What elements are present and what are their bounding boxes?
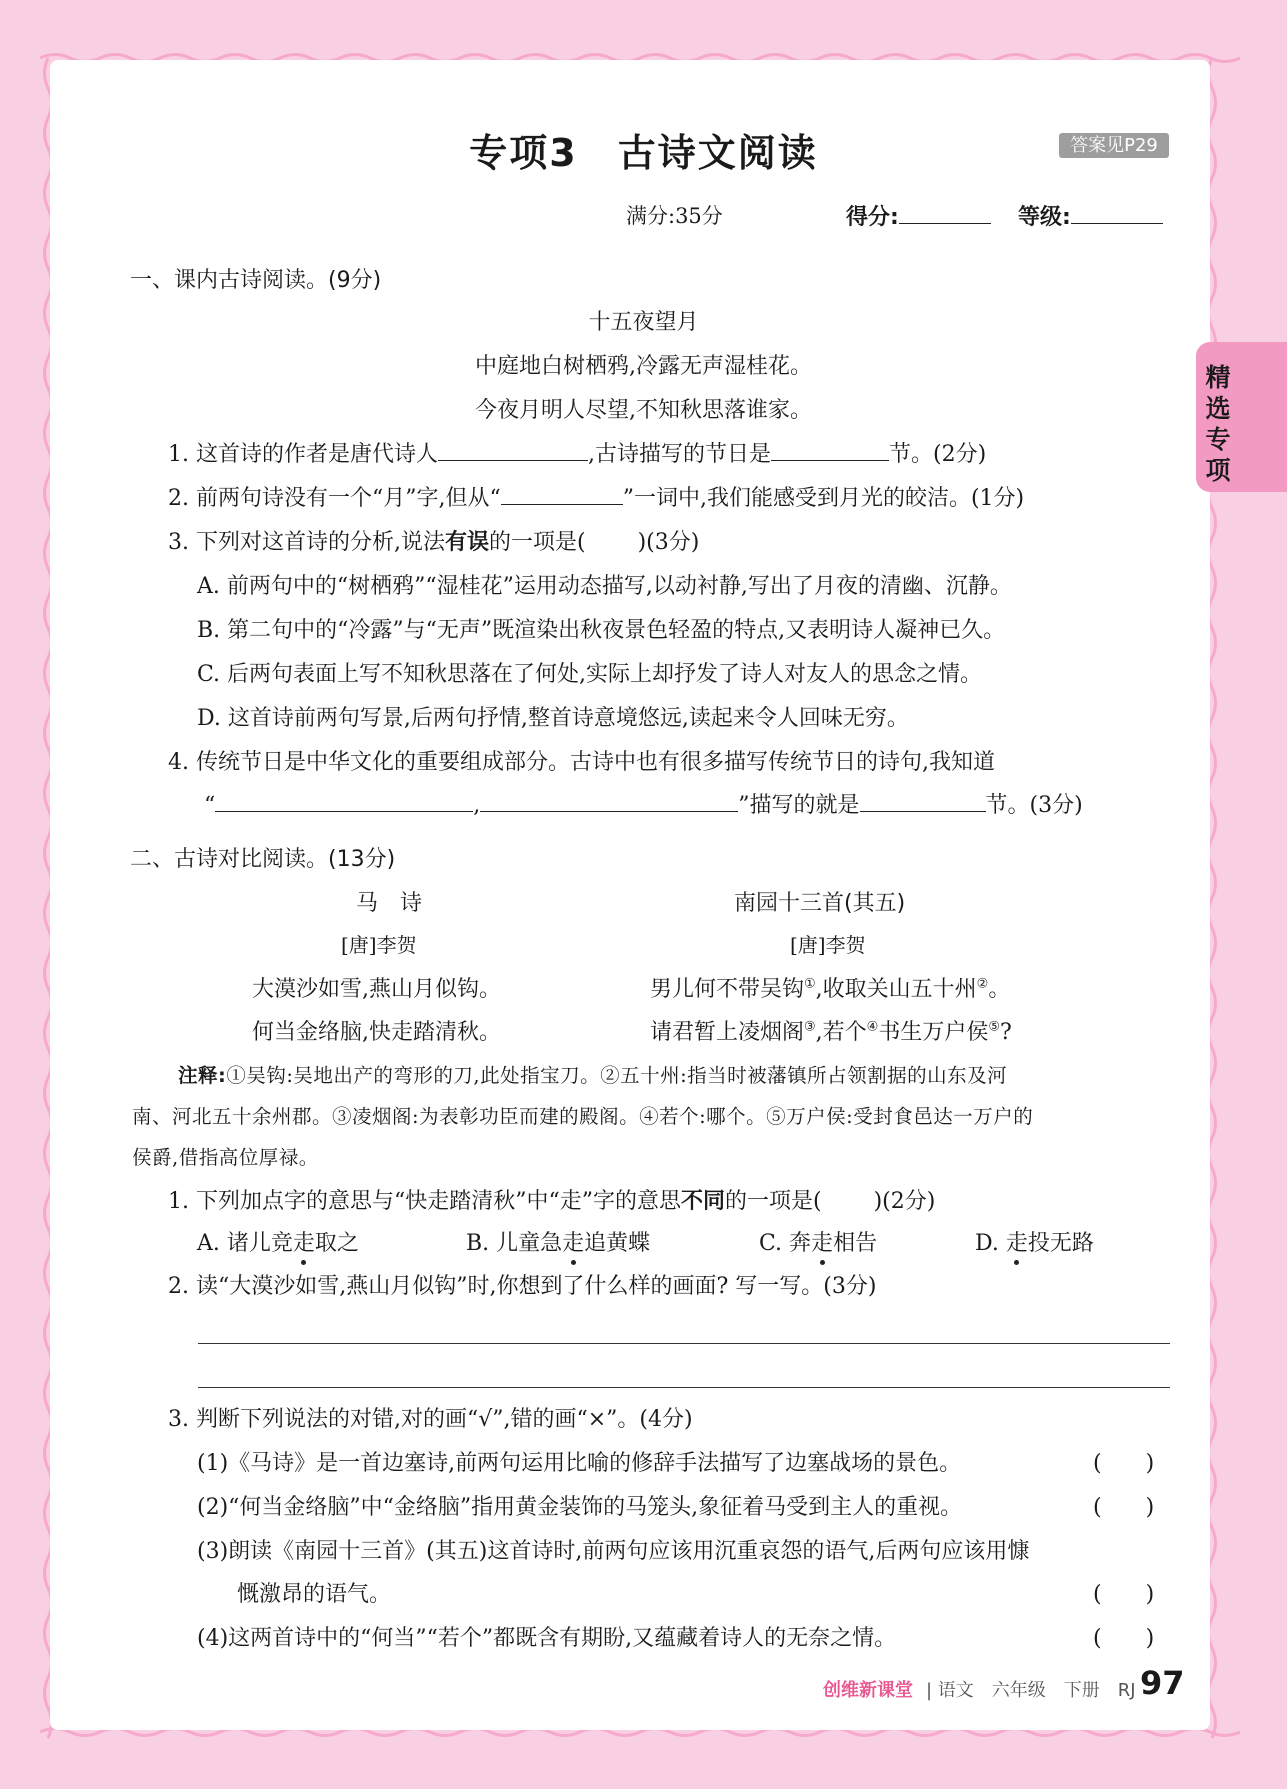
full-score-label: 满分:35分	[626, 204, 723, 228]
poem-text: 男儿何不带吴钩	[650, 977, 805, 1002]
s2-option-c	[759, 1226, 877, 1257]
annotation-line	[178, 1060, 1007, 1088]
option-text: C. 奔	[759, 1231, 812, 1256]
answer-blank[interactable]	[215, 789, 473, 812]
question-text: 节。(3分)	[985, 793, 1083, 818]
poem-text: ,若个	[815, 1020, 867, 1045]
judge-item-4: (4)这两首诗中的“何当”“若个”都既含有期盼,又蕴藏着诗人的无奈之情。	[197, 1626, 897, 1651]
poem-line	[650, 1015, 1012, 1046]
option-c: C. 后两句表面上写不知秋思落在了何处,实际上却抒发了诗人对友人的思念之情。	[197, 662, 983, 687]
judge-item-1: (1)《马诗》是一首边塞诗,前两句运用比喻的修辞手法描写了边塞战场的景色。	[197, 1451, 962, 1476]
option-text: B. 儿童急	[466, 1231, 563, 1256]
s1-question-1	[168, 437, 986, 468]
poem-title-nanyuan: 南园十三首(其五)	[734, 891, 906, 916]
annotation-line: 南、河北五十余州郡。③凌烟阁:为表彰功臣而建的殿阁。④若个:哪个。⑤万户侯:受封食邑达一万户的	[132, 1105, 1034, 1128]
poem-text: 。	[988, 977, 1011, 1002]
s1-question-3	[168, 525, 699, 556]
dotted-char: 走	[1005, 1231, 1028, 1256]
annotation-line: 侯爵,借指高位厚禄。	[132, 1146, 319, 1169]
s1-question-2	[168, 481, 1024, 512]
judge-item-2: (2)“何当金络脑”中“金络脑”指用黄金装饰的马笼头,象征着马受到主人的重视。	[197, 1495, 963, 1520]
answer-blank[interactable]	[480, 789, 738, 812]
poem-line: 何当金络脑,快走踏清秋。	[252, 1020, 501, 1045]
option-a: A. 前两句中的“树栖鸦”“湿桂花”运用动态描写,以动衬静,写出了月夜的清幽、沉静。	[197, 574, 1012, 599]
score-blank[interactable]	[899, 201, 991, 224]
s2-option-d	[975, 1226, 1094, 1257]
annotation-label: 注释:	[178, 1064, 227, 1087]
poem-author: [唐]李贺	[341, 933, 417, 957]
score-label: 得分:	[846, 205, 899, 230]
dotted-char: 走	[292, 1231, 315, 1256]
writing-line[interactable]	[198, 1343, 1170, 1344]
option-d: D. 这首诗前两句写景,后两句抒情,整首诗意境悠远,读起来令人回味无穷。	[197, 706, 909, 731]
s2-option-b	[466, 1226, 650, 1257]
grade-label: 等级:	[1018, 205, 1071, 230]
judge-paren[interactable]: ( )	[1093, 1451, 1155, 1476]
answer-blank[interactable]	[860, 789, 986, 812]
judge-paren[interactable]: ( )	[1093, 1582, 1155, 1607]
footer-info: | 语文 六年级 下册 RJ	[926, 1680, 1136, 1701]
s1-question-4: 4. 传统节日是中华文化的重要组成部分。古诗中也有很多描写传统节日的诗句,我知道	[168, 750, 995, 775]
question-text: 的一项是(	[725, 1189, 822, 1214]
s1-question-4-line2	[204, 788, 1083, 819]
s2-question-3: 3. 判断下列说法的对错,对的画“√”,错的画“×”。(4分)	[168, 1407, 693, 1432]
judge-item-3: (3)朗读《南园十三首》(其五)这首诗时,前两句应该用沉重哀怨的语气,后两句应该用慷	[197, 1539, 1030, 1564]
page-number: 97	[1140, 1664, 1185, 1702]
question-text: ”描写的就是	[738, 793, 860, 818]
footnote-marker: ①	[804, 976, 816, 992]
question-text: “	[204, 793, 216, 818]
dotted-char: 走	[562, 1231, 585, 1256]
footnote-marker: ②	[976, 976, 989, 992]
option-b: B. 第二句中的“冷露”与“无声”既渲染出秋夜景色轻盈的特点,又表明诗人凝神已久。	[197, 618, 1006, 643]
poem-line	[650, 972, 1010, 1003]
option-text: 投无路	[1027, 1231, 1094, 1256]
answer-blank[interactable]	[771, 438, 889, 461]
poem-text: ,收取关山五十州	[815, 977, 977, 1002]
judge-item-3-cont: 慨激昂的语气。	[237, 1582, 392, 1607]
poem-text: 书生万户侯	[878, 1020, 989, 1045]
poem-title-mashi: 马 诗	[356, 891, 423, 916]
question-text: 3. 下列对这首诗的分析,说法	[168, 530, 445, 555]
question-text: 的一项是(	[489, 530, 586, 555]
answer-blank[interactable]	[438, 438, 588, 461]
writing-line[interactable]	[198, 1387, 1170, 1388]
answer-reference-badge: 答案见P29	[1059, 133, 1169, 158]
poem-text: ?	[1000, 1020, 1012, 1045]
option-text: 相告	[833, 1231, 878, 1256]
option-text: 取之	[314, 1231, 359, 1256]
poem-text: 请君暂上凌烟阁	[650, 1020, 805, 1045]
option-text: D.	[975, 1231, 1006, 1256]
s2-question-2: 2. 读“大漠沙如雪,燕山月似钩”时,你想到了什么样的画面? 写一写。(3分)	[168, 1274, 877, 1299]
section2-heading: 二、古诗对比阅读。(13分)	[130, 847, 396, 872]
poem-title-shiwuye: 十五夜望月	[588, 310, 699, 335]
poem-line: 今夜月明人尽望,不知秋思落谁家。	[475, 398, 812, 423]
question-text: 1. 下列加点字的意思与“快走踏清秋”中“走”字的意思	[168, 1189, 681, 1214]
score-field[interactable]	[846, 200, 991, 231]
answer-blank[interactable]	[501, 482, 623, 505]
question-text: 节。(2分)	[888, 442, 987, 467]
judge-paren[interactable]: ( )	[1093, 1626, 1155, 1651]
question-text: )(2分)	[873, 1189, 936, 1214]
question-text: 1. 这首诗的作者是唐代诗人	[168, 442, 438, 467]
footnote-marker: ④	[866, 1019, 879, 1035]
judge-paren[interactable]: ( )	[1093, 1495, 1155, 1520]
annotation-text: ①吴钩:吴地出产的弯形的刀,此处指宝刀。②五十州:指当时被藩镇所占领割据的山东及河	[226, 1064, 1008, 1087]
grade-blank[interactable]	[1071, 201, 1163, 224]
question-text: ”一词中,我们能感受到月光的皎洁。(1分)	[622, 486, 1025, 511]
s2-option-a	[197, 1226, 359, 1257]
page-title: 专项3 古诗文阅读	[469, 131, 818, 175]
footnote-marker: ⑤	[988, 1019, 1000, 1035]
side-tab-label: 精选专项	[1205, 363, 1231, 485]
dotted-char: 走	[811, 1231, 834, 1256]
footer-brand: 创维新课堂	[823, 1680, 913, 1701]
question-text: ,	[473, 793, 481, 818]
question-text: 2. 前两句诗没有一个“月”字,但从“	[168, 486, 501, 511]
option-text: 追黄蝶	[584, 1231, 651, 1256]
grade-field[interactable]	[1018, 200, 1163, 231]
option-text: A. 诸儿竞	[197, 1231, 293, 1256]
emphasis-text: 有误	[444, 530, 489, 555]
s2-question-1	[168, 1184, 935, 1215]
question-text: )(3分)	[637, 530, 700, 555]
section1-heading: 一、课内古诗阅读。(9分)	[130, 268, 382, 293]
poem-author: [唐]李贺	[790, 933, 866, 957]
footnote-marker: ③	[804, 1019, 816, 1035]
emphasis-text: 不同	[680, 1189, 725, 1214]
question-text: ,古诗描写的节日是	[587, 442, 771, 467]
poem-line: 大漠沙如雪,燕山月似钩。	[252, 977, 501, 1002]
poem-line: 中庭地白树栖鸦,冷露无声湿桂花。	[475, 354, 812, 379]
